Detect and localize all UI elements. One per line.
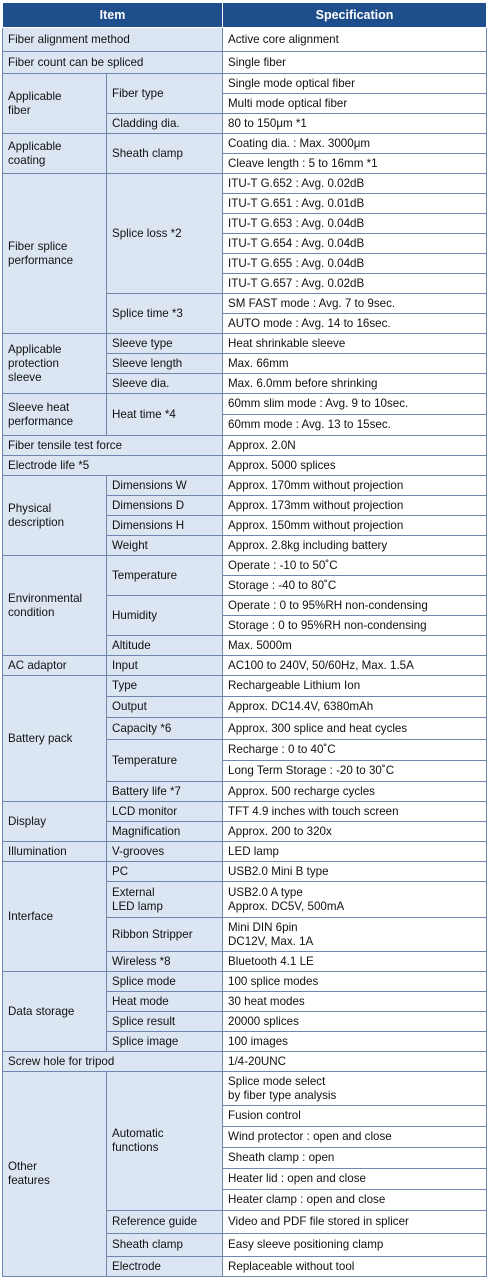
row-value: Max. 66mm [223,354,487,374]
table-row [3,862,487,882]
sub-label: Wireless *8 [107,952,223,972]
row-value: Approx. 150mm without projection [223,516,487,536]
group-label: Applicable protection sleeve [3,334,107,394]
row-value: Mini DIN 6pin DC12V, Max. 1A [223,918,487,952]
sub-label: Reference guide [107,1211,223,1234]
header-row [3,3,487,28]
row-value: ITU-T G.653 : Avg. 0.04dB [223,214,487,234]
row-value: AC100 to 240V, 50/60Hz, Max. 1.5A [223,656,487,676]
row-value: Heat shrinkable sleeve [223,334,487,354]
header-item: Item [3,3,223,28]
row-value: Replaceable without tool [223,1257,487,1277]
row-label: Electrode life *5 [3,456,223,476]
row-value: USB2.0 Mini B type [223,862,487,882]
row-value: Long Term Storage : -20 to 30˚C [223,761,487,782]
sub-label: Splice result [107,1012,223,1032]
group-label: AC adaptor [3,656,107,676]
row-value: Approx. 200 to 320x [223,822,487,842]
sub-label: LCD monitor [107,802,223,822]
row-value: Approx. 170mm without projection [223,476,487,496]
sub-label: Battery life *7 [107,782,223,802]
group-label: Physical description [3,476,107,556]
row-value: Storage : 0 to 95%RH non-condensing [223,616,487,636]
sub-label: Type [107,676,223,697]
sub-label: Splice image [107,1032,223,1052]
sub-label: Splice mode [107,972,223,992]
row-value: Fusion control [223,1106,487,1127]
sub-label: Temperature [107,556,223,596]
group-label: Sleeve heat performance [3,394,107,436]
table-row [3,842,487,862]
table-row [3,334,487,354]
row-label: Fiber tensile test force [3,436,223,456]
row-value: Approx. 173mm without projection [223,496,487,516]
group-label: Interface [3,862,107,972]
row-value: ITU-T G.651 : Avg. 0.01dB [223,194,487,214]
sub-label: External LED lamp [107,882,223,918]
row-value: Easy sleeve positioning clamp [223,1234,487,1257]
row-value: Video and PDF file stored in splicer [223,1211,487,1234]
sub-label: Dimensions H [107,516,223,536]
row-value: Approx. 5000 splices [223,456,487,476]
table-row [3,476,487,496]
row-value: Approx. 2.0N [223,436,487,456]
sub-label: Heat mode [107,992,223,1012]
row-value: Bluetooth 4.1 LE [223,952,487,972]
sub-label: Ribbon Stripper [107,918,223,952]
sub-label: Dimensions W [107,476,223,496]
row-value: 20000 splices [223,1012,487,1032]
sub-label: Output [107,697,223,718]
table-row [3,28,487,52]
row-value: Recharge : 0 to 40˚C [223,740,487,761]
table-row [3,52,487,74]
row-value: Max. 6.0mm before shrinking [223,374,487,394]
sub-label: Temperature [107,740,223,782]
row-value: Operate : -10 to 50˚C [223,556,487,576]
row-value: TFT 4.9 inches with touch screen [223,802,487,822]
row-value: Approx. 300 splice and heat cycles [223,718,487,740]
sub-label: Automatic functions [107,1072,223,1211]
row-value: Heater lid : open and close [223,1169,487,1190]
row-value: ITU-T G.657 : Avg. 0.02dB [223,274,487,294]
sub-label: Cladding dia. [107,114,223,134]
group-label: Illumination [3,842,107,862]
sub-label: PC [107,862,223,882]
row-value: 60mm mode : Avg. 13 to 15sec. [223,415,487,436]
sub-label: Humidity [107,596,223,636]
sub-label: Sleeve length [107,354,223,374]
sub-label: Heat time *4 [107,394,223,436]
table-row [3,656,487,676]
row-value: 80 to 150μm *1 [223,114,487,134]
row-value: 60mm slim mode : Avg. 9 to 10sec. [223,394,487,415]
row-value: ITU-T G.655 : Avg. 0.04dB [223,254,487,274]
row-value: SM FAST mode : Avg. 7 to 9sec. [223,294,487,314]
group-label: Display [3,802,107,842]
sub-label: Sleeve type [107,334,223,354]
table-row [3,174,487,194]
row-value: ITU-T G.652 : Avg. 0.02dB [223,174,487,194]
row-value: Cleave length : 5 to 16mm *1 [223,154,487,174]
table-row [3,802,487,822]
row-value: Single mode optical fiber [223,74,487,94]
table-row [3,972,487,992]
table-row [3,1072,487,1106]
row-value: Operate : 0 to 95%RH non-condensing [223,596,487,616]
row-value: Rechargeable Lithium Ion [223,676,487,697]
row-value: USB2.0 A type Approx. DC5V, 500mA [223,882,487,918]
row-value: Storage : -40 to 80˚C [223,576,487,596]
table-row [3,74,487,94]
row-label: Screw hole for tripod [3,1052,223,1072]
sub-label: Capacity *6 [107,718,223,740]
sub-label: Sleeve dia. [107,374,223,394]
row-value: Coating dia. : Max. 3000μm [223,134,487,154]
sub-label: Electrode [107,1257,223,1277]
table-row [3,436,487,456]
row-value: 100 splice modes [223,972,487,992]
row-value: Single fiber [223,52,487,74]
sub-label: Magnification [107,822,223,842]
group-label: Applicable coating [3,134,107,174]
row-value: Approx. 2.8kg including battery [223,536,487,556]
row-value: Splice mode select by fiber type analysis [223,1072,487,1106]
table-row [3,134,487,154]
row-value: Approx. 500 recharge cycles [223,782,487,802]
row-label: Fiber alignment method [3,28,223,52]
row-value: Wind protector : open and close [223,1127,487,1148]
row-value: LED lamp [223,842,487,862]
sub-label: Sheath clamp [107,1234,223,1257]
group-label: Data storage [3,972,107,1052]
sub-label: Weight [107,536,223,556]
table-row [3,456,487,476]
sub-label: Dimensions D [107,496,223,516]
table-row [3,676,487,697]
sub-label: Altitude [107,636,223,656]
group-label: Other features [3,1072,107,1277]
row-value: AUTO mode : Avg. 14 to 16sec. [223,314,487,334]
row-value: Heater clamp : open and close [223,1190,487,1211]
sub-label: Splice time *3 [107,294,223,334]
row-label: Fiber count can be spliced [3,52,223,74]
sub-label: Sheath clamp [107,134,223,174]
row-value: 30 heat modes [223,992,487,1012]
sub-label: Input [107,656,223,676]
table-row [3,394,487,415]
group-label: Fiber splice performance [3,174,107,334]
row-value: Active core alignment [223,28,487,52]
row-value: ITU-T G.654 : Avg. 0.04dB [223,234,487,254]
group-label: Environmental condition [3,556,107,656]
row-value: 100 images [223,1032,487,1052]
sub-label: V-grooves [107,842,223,862]
table-row [3,556,487,576]
header-specification: Specification [223,3,487,28]
row-value: 1/4-20UNC [223,1052,487,1072]
group-label: Applicable fiber [3,74,107,134]
row-value: Approx. DC14.4V, 6380mAh [223,697,487,718]
sub-label: Fiber type [107,74,223,114]
group-label: Battery pack [3,676,107,802]
table-row [3,1052,487,1072]
sub-label: Splice loss *2 [107,174,223,294]
row-value: Multi mode optical fiber [223,94,487,114]
row-value: Max. 5000m [223,636,487,656]
specification-table [2,2,487,1277]
row-value: Sheath clamp : open [223,1148,487,1169]
